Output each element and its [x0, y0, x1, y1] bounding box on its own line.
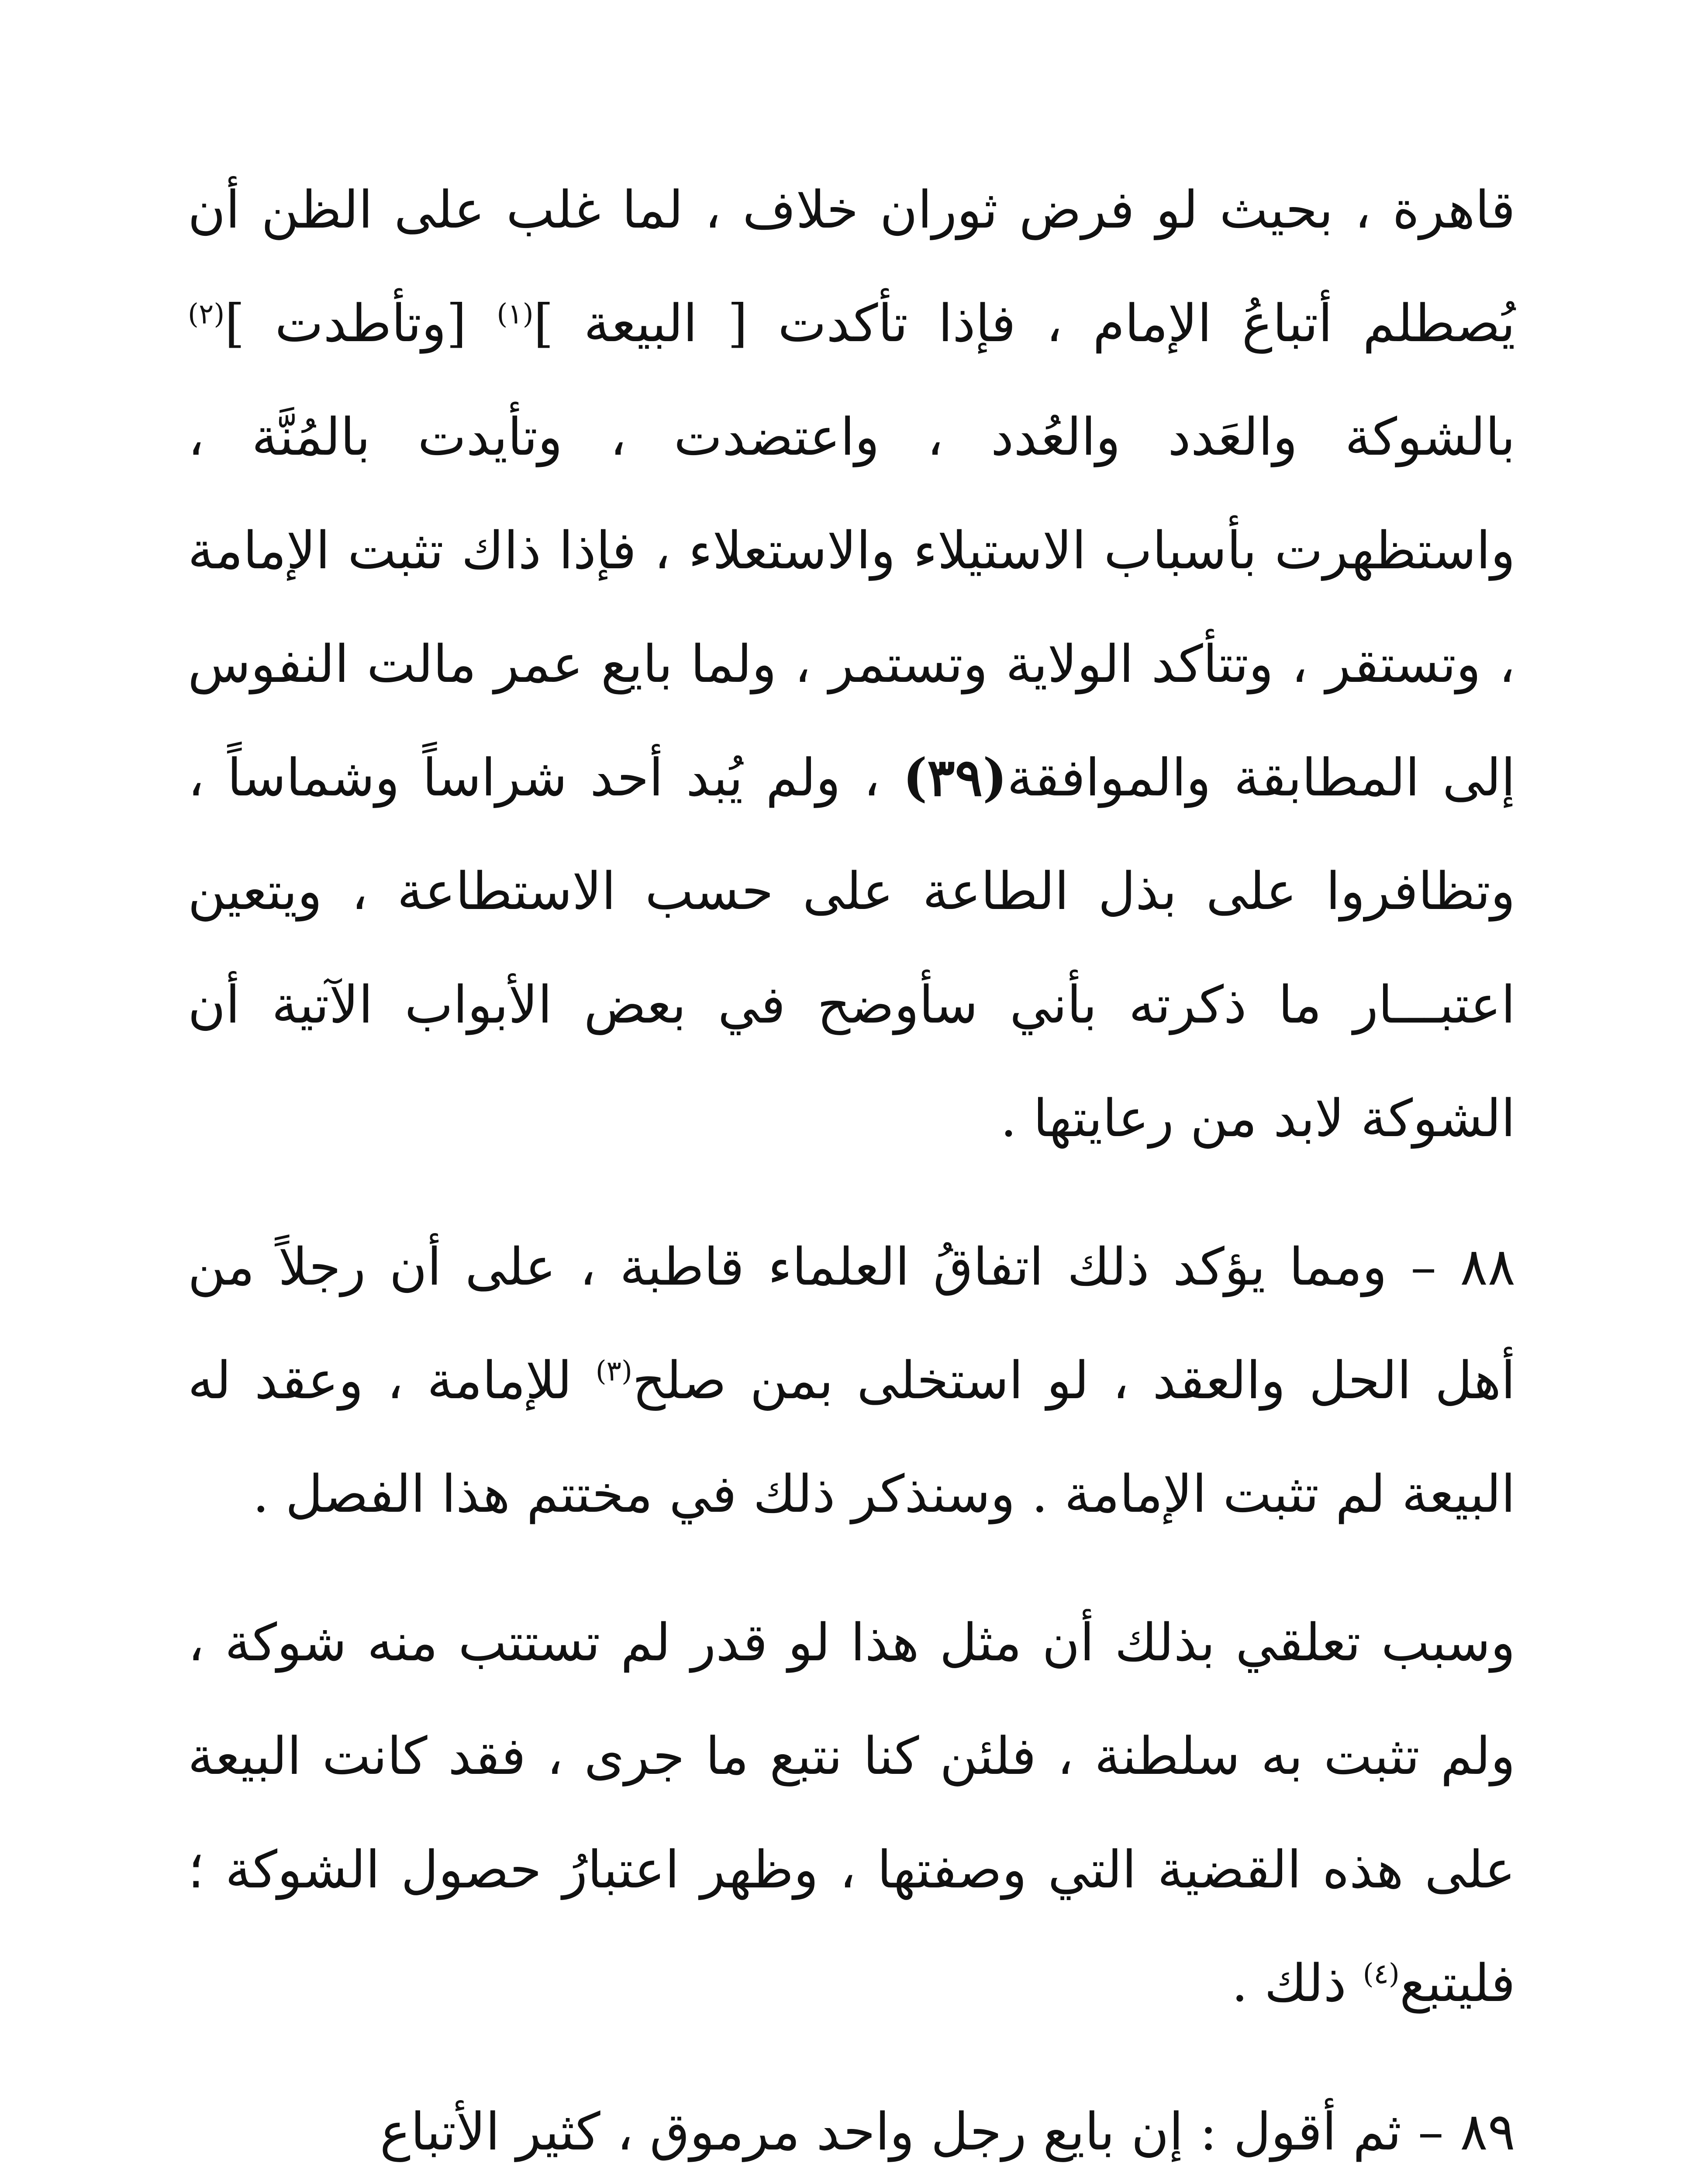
footnote-ref-3: (٣) — [595, 1355, 632, 1388]
paragraph-1-text-c: بالشوكة والعَدد والعُدد ، واعتضدت ، وتأيدت بالمُنَّة ، واستظهرت بأسباب الاستيلاء والاستعلاء ، فإذا ذاك تثبت الإمامة ، وتستقر ، وتتأكد الولاية وتستمر ، ولما بايع عمر مالت النفوس إلى المطابقة والموافقة — [188, 407, 1515, 808]
paragraph-1 — [188, 153, 1515, 1175]
footnote-ref-2: (٢) — [188, 298, 225, 331]
book-page — [188, 153, 1515, 2184]
paragraph-3 — [188, 1586, 1515, 2040]
reference-number-39: (٣٩) — [903, 747, 1007, 808]
footnote-ref-1: (١) — [497, 298, 534, 331]
paragraph-89-text: ٨٩ – ثم أقول : إن بايع رجل واحد مرموق ، كثير الأتباع — [380, 2101, 1515, 2162]
paragraph-89 — [188, 2075, 1515, 2184]
paragraph-1-text-b: [وتأطدت ] — [224, 293, 497, 353]
paragraph-88-text-b: للإمامة ، وعقد له البيعة لم تثبت الإمامة . وسنذكر ذلك في مختتم هذا الفصل . — [188, 1350, 1515, 1524]
footnote-ref-4: (٤) — [1363, 1958, 1400, 1990]
paragraph-3-text-b: ذلك . — [1232, 1953, 1363, 2013]
paragraph-1-text-a: قاهرة ، بحيث لو فرض ثوران خلاف ، لما غلب على الظن أن يُصطلم أتباعُ الإمام ، فإذا تأكدت [ البيعة ] — [188, 180, 1516, 353]
paragraph-88-text-a: ٨٨ – ومما يؤكد ذلك اتفاقُ العلماء قاطبة ، على أن رجلاً من أهل الحل والعقد ، لو استخلى بمن صلح — [188, 1237, 1515, 1410]
paragraph-1-text-d: ، ولم يُبد أحد شراساً وشماساً ، وتظافروا على بذل الطاعة على حسب الاستطاعة ، ويتعين اعتبـــار ما ذكرته بأني سأوضح في بعض الأبواب الآتية أن الشوكة لابد من رعايتها . — [188, 747, 1515, 1148]
paragraph-88 — [188, 1210, 1515, 1551]
paragraph-3-text-a: وسبب تعلقي بذلك أن مثل هذا لو قدر لم تستتب منه شوكة ، ولم تثبت به سلطنة ، فلئن كنا نتبع ما جرى ، فقد كانت البيعة على هذه القضية التي وصفتها ، وظهر اعتبارُ حصول الشوكة ؛ فليتبع — [188, 1612, 1515, 2013]
